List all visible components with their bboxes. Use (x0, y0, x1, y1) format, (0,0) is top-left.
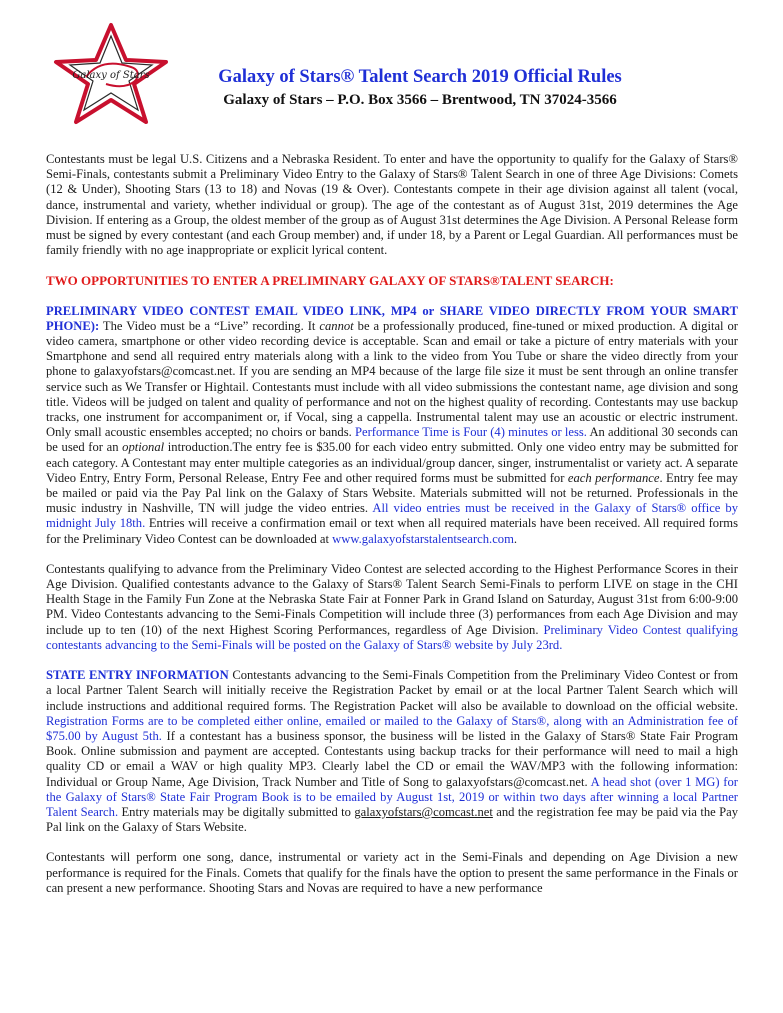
text: Contestants advancing to the Semi-Finals Competition from the Preliminary Video Contest or from a local Partner Talent Search will initially receive the Registration Packet by email or at the local Partner Talent Search which will include instructions and additional required forms. The Registration Packet will also be available to download on the official website. (46, 668, 738, 713)
text: be a professionally produced, fine-tuned or mixed production. A digital or video camera, smartphone or other video recording device is acceptable. Scan and email or take a picture of entry materials with your Smartphone and send all required entry materials along with a link to the video from You Tube or share the video directly from your phone to galaxyofstars@comcast.net. If you are sending an MP4 because of the large file size it must be sent through an online transfer service such as We Transfer or Hightail. Contestants must include with all video submissions the contestant name, age division and song title. Videos will be judged on talent and quality of performance and not on the highest quality of recording. Contestants may use backup tracks, one instrument for accompaniment or, if Vocal, sing a cappella. Instrumental talent may use an acoustic or electric instrument. Only small acoustic ensembles accepted; no choirs or bands. (46, 318, 738, 440)
text: optional (122, 440, 165, 455)
text: . (513, 531, 518, 546)
text: An additional 30 seconds can be used for an (46, 425, 738, 455)
qualifying-paragraph (46, 562, 738, 653)
opportunities-heading: TWO OPPORTUNITIES TO ENTER A PRELIMINARY GALAXY OF STARS®TALENT SEARCH: (46, 273, 614, 289)
address-line: Galaxy of Stars – P.O. Box 3566 – Brentwood, TN 37024-3566 (223, 92, 617, 108)
deadline-note: All video entries must be received in the Galaxy of Stars® office by midnight July 18th. (46, 501, 738, 531)
state-entry-heading: STATE ENTRY INFORMATION (46, 668, 229, 683)
registration-note: Registration Forms are to be completed either online, emailed or mailed to the Galaxy of Stars®, along with an Administration fee of $75.00 by August 5th. (46, 713, 738, 743)
state-entry-paragraph (46, 668, 738, 835)
text: Entries will receive a confirmation email or text when all required materials have been received. All required forms for the Preliminary Video Contest can be downloaded at (46, 516, 738, 546)
text: each performance (567, 470, 660, 485)
intro-paragraph: Contestants must be legal U.S. Citizens and a Nebraska Resident. To enter and have the opportunity to qualify for the Galaxy of Stars® Semi-Finals, contestants submit a Preliminary Video Entry to the Galaxy of Stars® Talent Search in one of three Age Divisions: Comets (12 & Under), Shooting Stars (13 to 18) and Novas (19 & Over). Contestants compete in their age division against all talent (vocal, dance, instrumental and variety, whether individual or group). The age of the contestant as of August 31st, 2019 determines the Age Division. If entering as a Group, the oldest member of the group as of August 31st determines the Age Division. A Personal Release form must be signed by every contestant (and each Group member) and, if under 18, by a Parent or Legal Guardian. All performances must be family friendly with no age inappropriate or explicit lyrical content. (46, 152, 738, 258)
text: introduction.The entry fee is $35.00 for each video entry submitted. Only one video entry may be submitted for each category. A Contestant may enter multiple categories as an individual/group dancer, singer, instrumentalist or variety act. A separate Video Entry, Entry Form, Personal Release, Entry Fee and other required forms must be submitted for (46, 440, 739, 485)
text: Contestants qualifying to advance from the Preliminary Video Contest are selected according to the Highest Performance Scores in their Age Division. Qualified contestants advance to the Galaxy of Stars® Talent Search Semi-Finals to perform LIVE on stage in the CHI Health Stage in the Family Fun Zone at the Nebraska State Fair at Fonner Park in Grand Island on Saturday, August 31st from 6:00-9:00 PM. Video Contestants advancing to the Semi-Finals Competition will include three (3) performances from each Age Division and may include up to ten (10) of the next Highest Scoring Performances, regardless of Age Division. (46, 561, 738, 637)
header (120, 66, 720, 110)
text: Entry materials may be digitally submitted to (118, 804, 355, 819)
logo-text: Galaxy of Stars (72, 70, 150, 81)
rules-body (46, 152, 738, 911)
final-paragraph: Contestants will perform one song, dance, instrumental or variety act in the Semi-Finals and depending on Age Division a new performance is required for the Finals. Comets that qualify for the finals have the option to present the same performance in the Finals or can present a new performance. Shooting Stars and Novas are required to have a new performance (46, 850, 738, 895)
video-contest-paragraph (46, 304, 738, 547)
email-link[interactable]: galaxyofstars@comcast.net (354, 804, 493, 819)
website-link[interactable]: www.galaxyofstarstalentsearch.com (332, 531, 514, 546)
page-title: Galaxy of Stars® Talent Search 2019 Official Rules (218, 67, 622, 87)
text: If a contestant has a business sponsor, the business will be listed in the Galaxy of Stars® State Fair Program Book. Online submission and payment are accepted. Contestants using backup tracks for their performance will need to mail a high quality CD or email a WAV or high quality MP3. Clearly label the CD or email the WAV/MP3 with the following information: Individual or Group Name, Age Division, Track Number and Title of Song to galaxyofstars@comcast.net. (46, 728, 738, 789)
text: cannot (319, 318, 354, 333)
posting-date-note: Preliminary Video Contest qualifying contestants advancing to the Semi-Finals will be posted on the Galaxy of Stars® website by July 23rd. (46, 622, 738, 652)
text: and the registration fee may be paid via the Pay Pal link on the Galaxy of Stars Website. (46, 804, 738, 835)
video-contest-heading: PRELIMINARY VIDEO CONTEST EMAIL VIDEO LINK, MP4 or SHARE VIDEO DIRECTLY FROM YOUR SMART PHONE): (46, 303, 738, 333)
performance-time-note: Performance Time is Four (4) minutes or less. (354, 425, 587, 440)
head-shot-note: A head shot (over 1 MG) for the Galaxy of Stars® State Fair Program Book is to be emailed by August 1st, 2019 or within two days after winning a local Partner Talent Search. (46, 774, 738, 819)
text: The Video must be a “Live” recording. It (99, 318, 320, 333)
text: . Entry fee may be mailed or paid via the Pay Pal link on the Galaxy of Stars Website. Materials submitted will not be returned. Professionals in the music industry in Nashville, TN will judge the video entries. (46, 470, 738, 516)
